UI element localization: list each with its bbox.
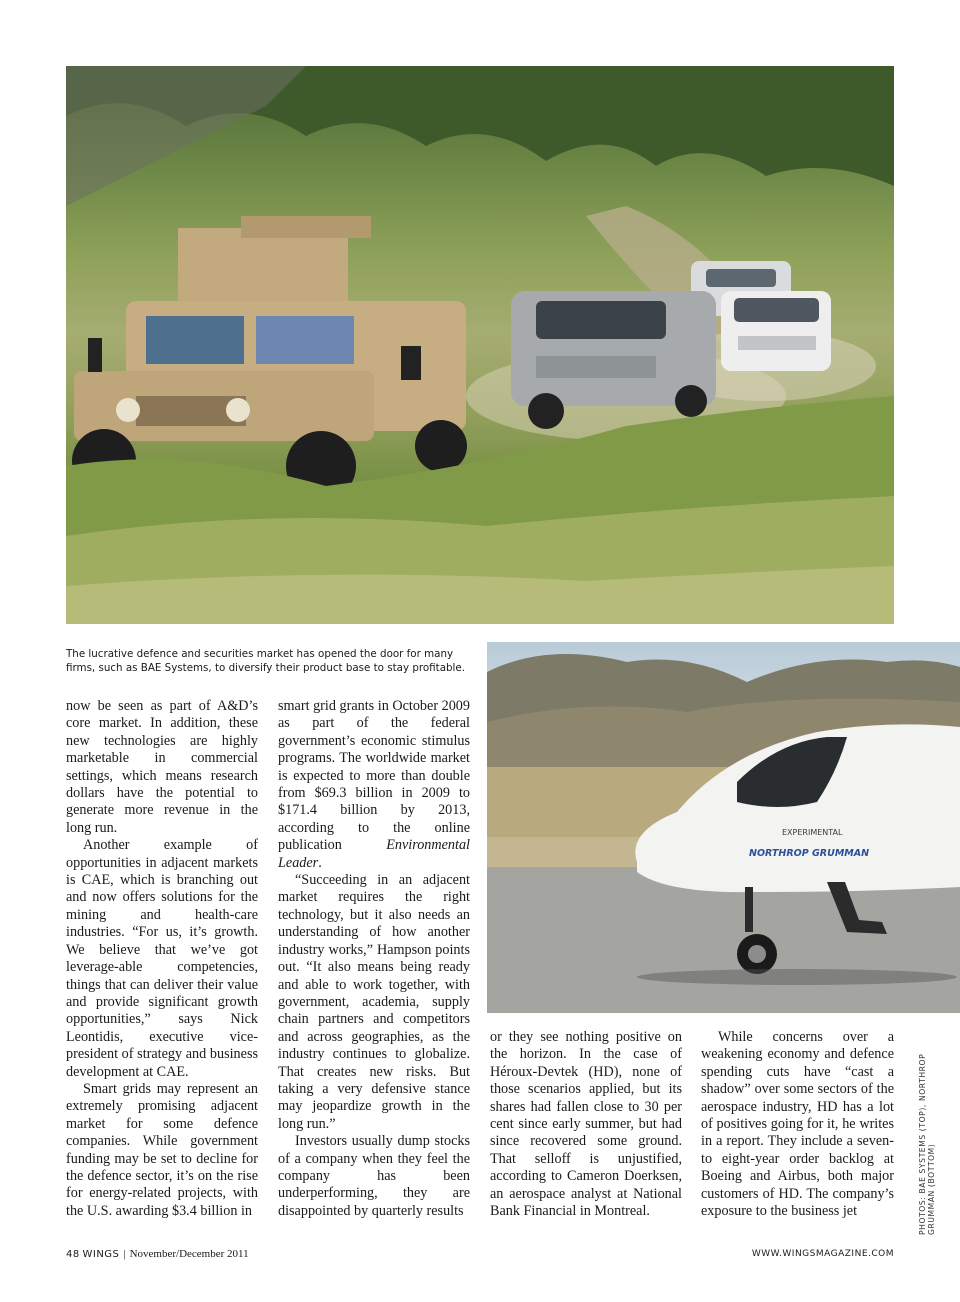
photo-credit: PHOTOS: BAE SYSTEMS (TOP), NORTHROP GRUMMAN (BOTTOM) (918, 1053, 937, 1235)
page-number: 48 (66, 1249, 80, 1260)
column-2-text: smart grid grants in October 2009 as part of the federal government’s economic stimulus programs. The worldwide market is expected to more than double from $69.3 billion in 2009 to $171.4 billion by 2013, according to the online publication (278, 698, 470, 854)
article-column-4 (701, 1029, 894, 1220)
page-footer-left (66, 1248, 249, 1260)
column-1-paragraph-3: Smart grids may represent an extremely promising adjacent market for some defence companies. While government funding may be set to decline for the defence sector, it’s on the rise for energy-related projects, with the U.S. awarding $3.4 billion in (66, 1080, 258, 1219)
column-2-paragraph-3: Investors usually dump stocks of a company when they feel the company has been underperforming, they are disappointed by quarterly results (278, 1133, 470, 1219)
article-column-2 (278, 698, 470, 1220)
magazine-name: WINGS (82, 1249, 120, 1260)
issue-date: November/December 2011 (129, 1248, 249, 1260)
column-2-paragraph-2: “Succeeding in an adjacent market requires the right technology, but it also needs an understanding of how another industry works,” Hampson points out. “It also means being ready and able to work together, with government, academia, supply chain partners and competitors and across geographies, as the industry continues to globalize. That creates new risks. But taking a very defensive stance may jeopardize growth in the long run.” (278, 872, 470, 1132)
photo-caption: The lucrative defence and securities market has opened the door for many firms, such as BAE Systems, to diversify their product base to stay profitable. (66, 648, 466, 674)
aircraft-illustration (487, 642, 960, 1013)
photo-military-vehicle-convoy (66, 66, 894, 624)
aircraft-experimental-marking: EXPERIMENTAL (782, 828, 843, 837)
column-1-paragraph-2: Another example of opportunities in adjacent markets is CAE, which is branching out and now offers solutions for the mining and health-care industries. “For us, it’s growth. We believe that we’ve got leverage-able competencies, things that can deliver their value and provide significant growth opportunities,” says Nick Leontidis, executive vice-president of strategy and business development at CAE. (66, 837, 258, 1080)
column-2-period: . (318, 854, 322, 871)
footer-separator: | (123, 1248, 126, 1260)
column-3-paragraph-1: or they see nothing positive on the horizon. In the case of Héroux-Devtek (HD), none of those scenarios applied, but its shares had fallen close to 30 per cent since early summer, but had since recovered some ground. That selloff is unjustified, according to Cameron Doerksen, an aerospace analyst at National Bank Financial in Montreal. (490, 1029, 682, 1220)
column-1-paragraph-1: now be seen as part of A&D’s core market. In addition, these new technologies are highly marketable in commercial settings, which means research dollars have the potential to generate more revenue in the long run. (66, 698, 258, 836)
column-4-paragraph-1: While concerns over a weakening economy and defence spending cuts have “cast a shadow” over some sectors of the aerospace industry, HD has a lot of positives going for it, he writes in a report. They include a seven- to eight-year order backlog at Boeing and Airbus, both major customers of HD. The company’s exposure to the business jet (701, 1029, 894, 1220)
photo-northrop-grumman-aircraft (487, 642, 960, 1013)
column-2-paragraph-1 (278, 698, 470, 872)
article-column-1 (66, 698, 258, 1220)
convoy-illustration (66, 66, 894, 624)
article-column-3 (490, 1029, 682, 1220)
magazine-website: WWW.WINGSMAGAZINE.COM (751, 1249, 894, 1259)
publication-name: Environmental Leader (278, 837, 470, 871)
aircraft-brand-marking: NORTHROP GRUMMAN (749, 848, 870, 859)
